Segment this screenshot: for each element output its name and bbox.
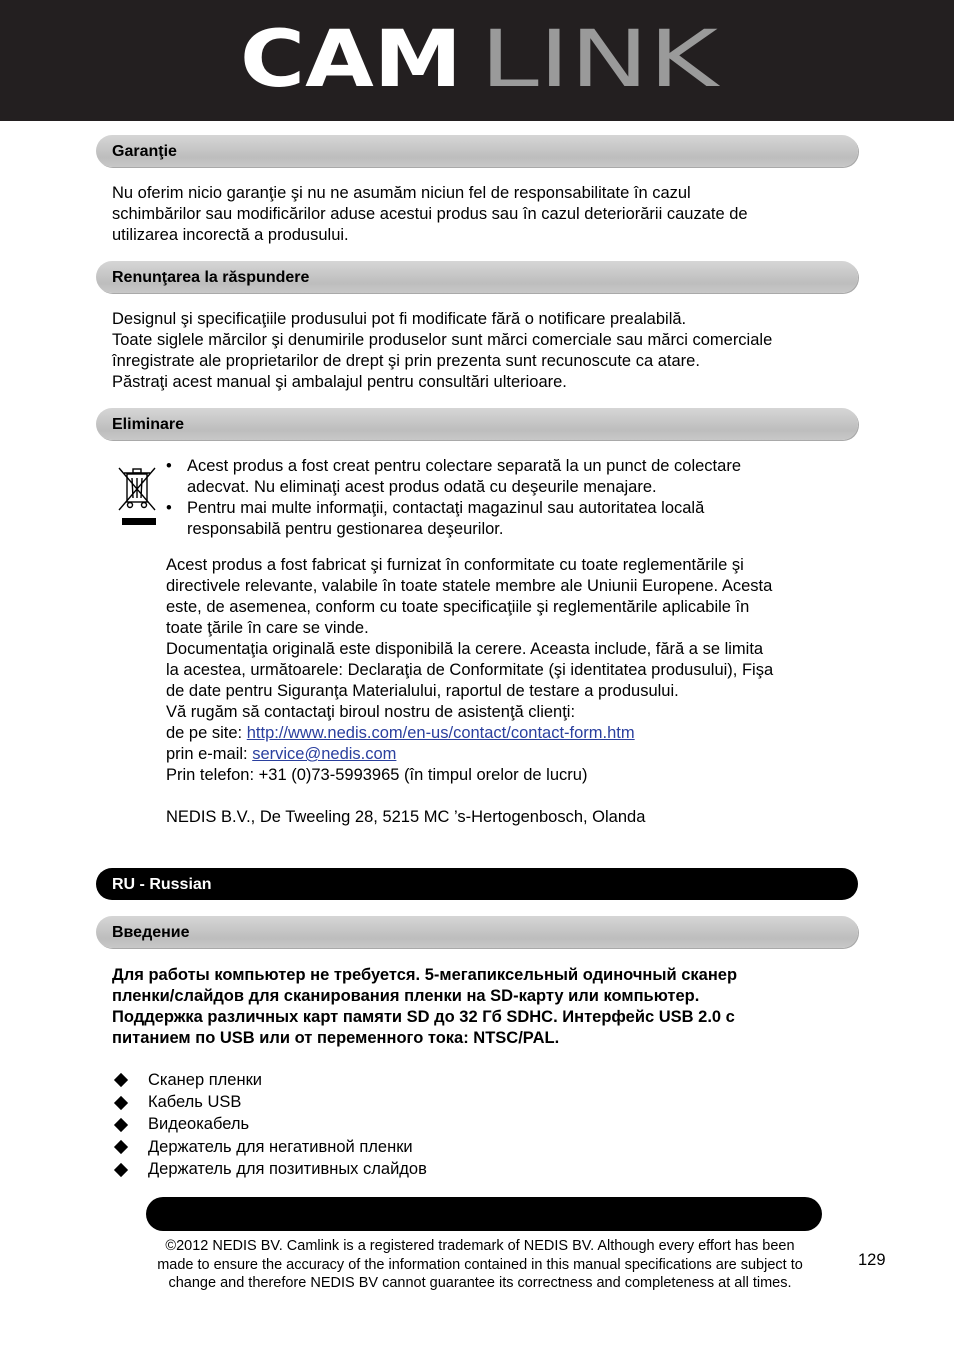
diamond-bullet-icon (114, 1163, 128, 1177)
text-line: Toate siglele mărcilor şi denumirile produselor sunt mărci comerciale sau mărci comerciale (112, 331, 773, 349)
crossed-out-wheeled-bin-icon (116, 464, 158, 528)
item-label: Сканер пленки (148, 1070, 263, 1089)
item-label: Кабель USB (148, 1093, 242, 1112)
page-number: 129 (858, 1251, 886, 1269)
text-line: la acestea, următoarele: Declaraţia de Conformitate (şi identitatea produsului), Fişa (166, 661, 774, 679)
blank-line (166, 786, 773, 807)
list-item (112, 1069, 427, 1091)
text-line: Designul şi specificaţiile produsului pot fi modificate fără o notificare prealabilă. (112, 310, 687, 328)
camlink-logo (240, 22, 720, 92)
footer-disclaimer (110, 1237, 850, 1293)
footer-line: made to ensure the accuracy of the information contained in this manual specifications are subject to (157, 1256, 803, 1273)
text-line: Nu oferim nicio garanţie şi nu ne asumăm niciun fel de responsabilitate în cazul (112, 184, 691, 202)
item-label: Видеокабель (148, 1115, 250, 1134)
logo-link: LINK (480, 22, 720, 92)
text-line: питанием по USB или от переменного тока: NTSC/PAL. (112, 1029, 560, 1047)
footer-line: change and therefore NEDIS BV cannot guarantee its correctness and completeness at all times. (168, 1275, 792, 1291)
vvedenie-intro (112, 965, 737, 1049)
text-line: Acest produs a fost creat pentru colectare separată la un punct de colectare (187, 457, 741, 475)
item-label: Держатель для позитивных слайдов (148, 1160, 427, 1179)
logo-cam: CAM (240, 22, 462, 92)
bullet-glyph: • (166, 457, 172, 475)
section-title: Garanţie (112, 143, 177, 160)
section-bar-garantie (96, 135, 858, 167)
diamond-bullet-icon (114, 1073, 128, 1087)
text-line: responsabilă pentru gestionarea deşeurilor. (187, 520, 504, 538)
text-line: Vă rugăm să contactaţi biroul nostru de asistenţă clienţi: (166, 703, 576, 721)
address-line: NEDIS B.V., De Tweeling 28, 5215 MC ’s-Hertogenbosch, Olanda (166, 808, 646, 826)
diamond-bullet-icon (114, 1118, 128, 1132)
garantie-text (112, 183, 748, 246)
section-title: Eliminare (112, 416, 185, 433)
section-title: Введение (112, 924, 190, 941)
section-bar-vvedenie (96, 916, 858, 948)
text-line: Для работы компьютер не требуется. 5-мегапиксельный одиночный сканер (112, 966, 738, 984)
text-line: directivele relevante, valabile în toate statele membre ale Uniunii Europene. Acesta (166, 577, 773, 595)
section-bar-ru-russian (96, 868, 858, 900)
email-line (166, 744, 773, 765)
section-title: RU - Russian (112, 876, 212, 893)
text-line: Acest produs a fost fabricat şi furnizat în conformitate cu toate reglementările şi (166, 556, 744, 574)
eliminare-body (166, 555, 773, 828)
diamond-bullet-icon (114, 1096, 128, 1110)
text-line: Поддержка различных карт памяти SD до 32 Гб SDHC. Интерфейс USB 2.0 с (112, 1008, 735, 1026)
diamond-bullet-icon (114, 1140, 128, 1154)
item-label: Держатель для негативной пленки (148, 1137, 413, 1156)
section-bar-eliminare (96, 408, 858, 440)
section-title: Renunţarea la răspundere (112, 269, 310, 286)
text-line: toate ţările în care se vinde. (166, 619, 369, 637)
text-line: пленки/слайдов для сканирования пленки на SD-карту или компьютер. (112, 987, 700, 1005)
contact-form-link[interactable]: http://www.nedis.com/en-us/contact/contact-form.htm (246, 724, 635, 742)
text-line: schimbărilor sau modificărilor aduse acestui produs sau în cazul deteriorării cauzate de (112, 205, 748, 223)
list-item (112, 1159, 427, 1181)
bullet-glyph: • (166, 499, 172, 517)
section-bar-renuntare (96, 261, 858, 293)
list-item (112, 1136, 427, 1158)
text-line: utilizarea incorectă a produsului. (112, 226, 349, 244)
footer-bar (146, 1197, 822, 1231)
site-line (166, 723, 773, 744)
list-item (112, 1091, 427, 1113)
list-item (166, 498, 741, 540)
renuntare-text (112, 309, 772, 393)
text-line: Documentaţia originală este disponibilă la cerere. Aceasta include, fără a se limita (166, 640, 764, 658)
text-line: Păstraţi acest manual şi ambalajul pentru consultări ulterioare. (112, 373, 567, 391)
list-item (166, 456, 741, 498)
footer-line: ©2012 NEDIS BV. Camlink is a registered trademark of NEDIS BV. Although every effort has been (165, 1238, 795, 1254)
service-email-link[interactable]: service@nedis.com (252, 745, 397, 763)
phone-line: Prin telefon: +31 (0)73-5993965 (în timpul orelor de lucru) (166, 766, 588, 784)
list-item (112, 1114, 427, 1136)
text-line: adecvat. Nu eliminaţi acest produs odată cu deşeurile menajare. (187, 478, 657, 496)
eliminare-bullet-list (166, 456, 741, 540)
text-line: este, de asemenea, conform cu toate specificaţiile şi reglementările aplicabile în (166, 598, 750, 616)
text-line: Pentru mai multe informaţii, contactaţi magazinul sau autoritatea locală (187, 499, 705, 517)
email-label: prin e-mail: (166, 745, 253, 763)
text-line: înregistrate ale proprietarilor de drept şi prin prezenta sunt recunoscute ca atare. (112, 352, 700, 370)
text-line: de date pentru Siguranţa Materialului, raportul de testare a produsului. (166, 682, 679, 700)
page-header (0, 0, 954, 121)
site-label: de pe site: (166, 724, 247, 742)
package-contents-list (112, 1069, 427, 1181)
